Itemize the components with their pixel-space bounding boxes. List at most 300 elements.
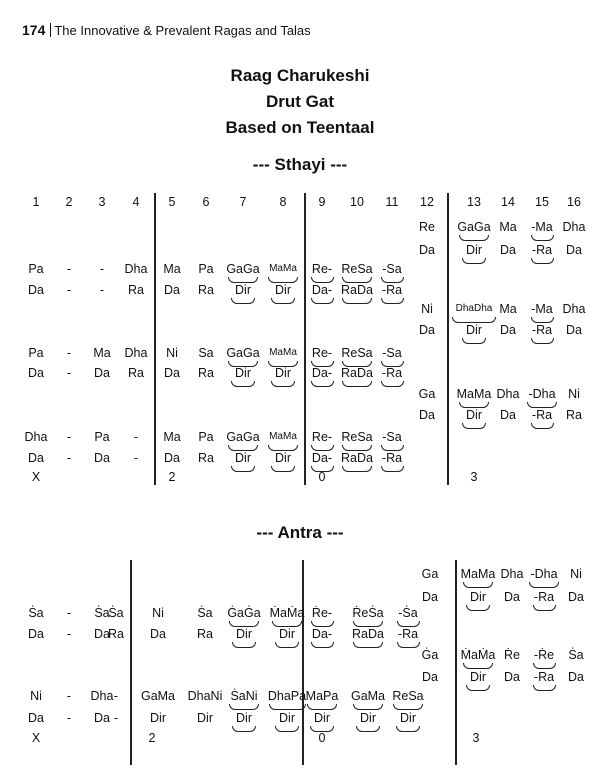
notation-text: ṀaṀa	[269, 606, 305, 620]
notation-text: Dha	[500, 567, 524, 581]
notation-cell	[552, 195, 596, 209]
notation-cell	[554, 648, 598, 662]
meend-arc	[342, 298, 372, 304]
notation-text: Dir	[279, 711, 295, 725]
notation-text: Da	[94, 711, 110, 725]
notation-cell	[300, 731, 344, 745]
notation-text: -	[66, 711, 72, 725]
notation-cell	[261, 366, 305, 387]
notation-cell	[405, 220, 449, 234]
vibhag-line	[447, 193, 449, 485]
notation-cell	[94, 711, 138, 725]
notation-text: Ṡa	[108, 606, 124, 620]
meend-arc	[531, 235, 554, 241]
notation-text: ReSa	[341, 430, 373, 444]
notation-text: RaDa	[341, 283, 373, 297]
notation-text: -Ra	[531, 323, 553, 337]
notation-text: Dir	[360, 711, 376, 725]
notation-text: Sa	[198, 346, 214, 360]
notation-cell	[183, 627, 227, 641]
meend-arc	[231, 298, 255, 304]
notation-text: Dha	[90, 689, 114, 703]
notation-text: GaMa	[350, 689, 386, 703]
notation-cell	[452, 470, 496, 484]
notation-text: Da	[164, 451, 180, 465]
meend-arc	[466, 605, 490, 611]
meend-arc	[529, 582, 559, 588]
notation-text: Da	[419, 323, 435, 337]
notation-text: Da	[150, 627, 166, 641]
meend-arc	[356, 726, 380, 732]
notation-text: Ni	[166, 346, 178, 360]
notation-text: Ra	[108, 627, 124, 641]
notation-text: MaMa	[269, 431, 297, 442]
sthayi-heading: --- Sthayi ---	[252, 155, 348, 174]
notation-text: 11	[385, 195, 399, 209]
notation-cell	[222, 627, 266, 648]
notation-text: Dha	[496, 387, 520, 401]
notation-cell	[554, 567, 598, 581]
notation-cell	[130, 731, 174, 745]
notation-text: Da-	[311, 283, 333, 297]
notation-text: MaMa	[269, 347, 297, 358]
notation-cell	[386, 689, 430, 710]
notation-text: -	[66, 346, 72, 360]
notation-text: RaDa	[341, 366, 373, 380]
notation-cell	[370, 283, 414, 304]
notation-text: -Dha	[530, 567, 558, 581]
meend-arc	[271, 466, 295, 472]
antra-heading: --- Antra ---	[256, 523, 344, 542]
meend-arc	[462, 258, 486, 264]
notation-text: Ni	[30, 689, 42, 703]
notation-cell	[370, 366, 414, 387]
notation-text: Ṙe-	[311, 606, 333, 620]
notation-text: -	[133, 451, 139, 465]
notation-text: Re	[419, 220, 435, 234]
meend-arc	[531, 338, 554, 344]
book-title: The Innovative & Prevalent Ragas and Talas	[54, 23, 311, 38]
notation-text: Ni	[570, 567, 582, 581]
meend-arc	[531, 423, 554, 429]
page-number: 174	[22, 22, 46, 38]
gat-title: Drut Gat	[266, 92, 334, 111]
notation-cell	[552, 243, 596, 257]
meend-arc	[342, 466, 372, 472]
notation-text: Ra	[128, 366, 144, 380]
notation-text: MaMa	[456, 387, 492, 401]
notation-cell	[408, 567, 452, 581]
notation-text: GaGa	[457, 220, 491, 234]
notation-text: Ga	[421, 567, 439, 581]
notation-text: Dir	[470, 590, 486, 604]
notation-text: Da-	[311, 627, 333, 641]
notation-text: Da	[419, 243, 435, 257]
notation-text: MaMa	[269, 263, 297, 274]
header-divider	[50, 23, 51, 37]
notation-cell	[346, 606, 390, 627]
notation-text: Da	[28, 366, 44, 380]
notation-cell	[261, 346, 305, 367]
notation-text: Ni	[568, 387, 580, 401]
notation-text: Ma	[163, 430, 181, 444]
notation-text: Ġa	[421, 648, 439, 662]
notation-cell	[408, 670, 452, 684]
notation-text: Ra	[566, 408, 582, 422]
notation-text: 1	[32, 195, 40, 209]
notation-text: Da-	[311, 366, 333, 380]
notation-text: 14	[501, 195, 515, 209]
notation-text: RaDa	[341, 451, 373, 465]
notation-cell	[94, 627, 138, 641]
meend-arc	[231, 466, 255, 472]
notation-text: Da	[566, 243, 582, 257]
notation-text: Da	[94, 451, 110, 465]
notation-cell	[94, 606, 138, 620]
notation-text: 3	[472, 731, 480, 745]
notation-cell	[136, 711, 180, 725]
meend-arc	[231, 381, 255, 387]
notation-text: -Ra	[381, 283, 403, 297]
meend-arc	[381, 466, 404, 472]
meend-arc	[466, 685, 490, 691]
notation-cell	[300, 470, 344, 484]
notation-text: -Sa	[382, 346, 402, 360]
notation-text: Ni	[421, 302, 433, 316]
notation-text: Dir	[470, 670, 486, 684]
notation-text: ṠaNi	[230, 689, 258, 703]
notation-text: Ṡa	[94, 606, 110, 620]
notation-text: -	[66, 430, 72, 444]
notation-text: -	[66, 689, 72, 703]
notation-text: Dir	[235, 283, 251, 297]
notation-cell	[386, 711, 430, 732]
notation-text: 0	[318, 731, 326, 745]
notation-text: Ga	[418, 387, 436, 401]
notation-text: 6	[202, 195, 210, 209]
meend-arc	[462, 338, 486, 344]
notation-cell	[554, 590, 598, 604]
notation-cell	[370, 451, 414, 472]
notation-text: Da	[500, 243, 516, 257]
notation-cell	[386, 606, 430, 627]
notation-text: Dir	[314, 711, 330, 725]
taal-title: Based on Teentaal	[225, 118, 375, 137]
notation-text: Dir	[235, 366, 251, 380]
notation-text: GaGa	[226, 262, 260, 276]
meend-arc	[229, 704, 259, 710]
meend-arc	[533, 663, 556, 669]
meend-arc	[462, 423, 486, 429]
notation-text: -	[113, 689, 119, 703]
notation-cell	[346, 711, 390, 732]
notation-text: Dir	[275, 283, 291, 297]
notation-text: Dir	[235, 451, 251, 465]
notation-text: Ma	[499, 220, 517, 234]
notation-text: Dir	[275, 366, 291, 380]
notation-text: ĠaĠa	[227, 606, 261, 620]
notation-cell	[405, 195, 449, 209]
raag-title: Raag Charukeshi	[230, 66, 370, 85]
notation-text: Pa	[198, 430, 214, 444]
notation-text: Ma	[93, 346, 111, 360]
notation-cell	[261, 262, 305, 283]
notation-cell	[300, 606, 344, 627]
meend-arc	[311, 381, 334, 387]
meend-arc	[463, 663, 493, 669]
notation-cell	[14, 731, 58, 745]
notation-cell	[221, 346, 265, 367]
notation-cell	[221, 366, 265, 387]
notation-text: -	[99, 262, 105, 276]
notation-text: -	[113, 711, 119, 725]
meend-arc	[381, 298, 404, 304]
notation-cell	[554, 670, 598, 684]
notation-text: 10	[350, 195, 364, 209]
notation-cell	[370, 262, 414, 283]
notation-text: Da	[422, 590, 438, 604]
notation-text: -	[66, 262, 72, 276]
notation-text: MaMa	[460, 567, 496, 581]
notation-text: Da	[164, 366, 180, 380]
notation-cell	[222, 689, 266, 710]
meend-arc	[232, 642, 256, 648]
notation-text: DhaPa	[267, 689, 307, 703]
notation-text: -Ṡa	[398, 606, 418, 620]
notation-text: -	[66, 283, 72, 297]
notation-text: Ma	[499, 302, 517, 316]
notation-text: Re-	[311, 262, 333, 276]
notation-text: Ma	[163, 262, 181, 276]
notation-text: -Ra	[531, 408, 553, 422]
notation-text: 2	[168, 470, 176, 484]
notation-text: -	[99, 283, 105, 297]
notation-text: Dha	[562, 302, 586, 316]
notation-text: 0	[318, 470, 326, 484]
notation-cell	[300, 689, 344, 710]
notation-text: Ra	[128, 283, 144, 297]
notation-text: ReSa	[341, 262, 373, 276]
notation-text: DhaDha	[455, 303, 493, 314]
notation-text: -Ma	[531, 220, 553, 234]
notation-text: Dir	[150, 711, 166, 725]
notation-cell	[222, 606, 266, 627]
notation-text: ṀaṀa	[460, 648, 496, 662]
notation-text: 2	[65, 195, 73, 209]
notation-text: ṘeṠa	[352, 606, 384, 620]
notation-text: Da	[28, 283, 44, 297]
notation-cell	[221, 451, 265, 472]
notation-text: -Ra	[381, 366, 403, 380]
notation-cell	[552, 220, 596, 234]
notation-text: 9	[318, 195, 326, 209]
notation-text: Dha	[24, 430, 48, 444]
notation-text: Da	[28, 711, 44, 725]
notation-text: 13	[467, 195, 481, 209]
notation-cell	[221, 195, 265, 209]
notation-text: MaPa	[305, 689, 339, 703]
notation-text: -	[66, 627, 72, 641]
notation-text: Da	[504, 670, 520, 684]
notation-text: Ṡa	[568, 648, 584, 662]
notation-text: Dha	[124, 262, 148, 276]
meend-arc	[533, 685, 556, 691]
notation-text: GaGa	[226, 430, 260, 444]
meend-arc	[531, 258, 554, 264]
notation-cell	[552, 387, 596, 401]
notation-text: -Ra	[381, 451, 403, 465]
meend-arc	[311, 642, 334, 648]
notation-text: Ra	[198, 451, 214, 465]
meend-arc	[275, 726, 299, 732]
notation-text: Re-	[311, 430, 333, 444]
meend-arc	[275, 642, 299, 648]
notation-text: RaDa	[352, 627, 384, 641]
notation-text: Dir	[236, 711, 252, 725]
notation-cell	[221, 430, 265, 451]
notation-cell	[136, 627, 180, 641]
notation-text: -Ra	[533, 670, 555, 684]
notation-text: Ra	[198, 283, 214, 297]
notation-text: Dir	[279, 627, 295, 641]
notation-text: GaGa	[226, 346, 260, 360]
notation-cell	[405, 323, 449, 337]
notation-text: Da	[94, 627, 110, 641]
meend-arc	[459, 235, 489, 241]
notation-text: -Ra	[397, 627, 419, 641]
notation-text: -Sa	[382, 262, 402, 276]
notation-cell	[222, 711, 266, 732]
notation-text: 15	[535, 195, 549, 209]
notation-text: Dha	[562, 220, 586, 234]
meend-arc	[353, 704, 383, 710]
notation-text: X	[31, 470, 41, 484]
meend-arc	[353, 642, 383, 648]
notation-text: 3	[470, 470, 478, 484]
notation-text: Dir	[400, 711, 416, 725]
notation-text: Da	[28, 627, 44, 641]
notation-text: -Sa	[382, 430, 402, 444]
notation-text: 8	[279, 195, 287, 209]
notation-cell	[261, 283, 305, 304]
meend-arc	[342, 381, 372, 387]
notation-text: -Ra	[533, 590, 555, 604]
notation-cell	[183, 711, 227, 725]
meend-arc	[271, 298, 295, 304]
notation-text: Pa	[198, 262, 214, 276]
notation-text: Re-	[311, 346, 333, 360]
notation-cell	[454, 731, 498, 745]
notation-text: -Ra	[531, 243, 553, 257]
meend-arc	[393, 704, 423, 710]
notation-text: Dir	[236, 627, 252, 641]
notation-text: Ṡa	[197, 606, 213, 620]
notation-cell	[14, 470, 58, 484]
notation-text: 3	[98, 195, 106, 209]
notation-text: Da	[504, 590, 520, 604]
notation-cell	[94, 689, 138, 703]
notation-cell	[346, 627, 390, 648]
notation-cell	[221, 283, 265, 304]
notation-text: Da	[94, 366, 110, 380]
notation-text: Da	[419, 408, 435, 422]
notation-text: Pa	[28, 262, 44, 276]
meend-arc	[381, 381, 404, 387]
notation-text: Da	[422, 670, 438, 684]
notation-text: Dir	[197, 711, 213, 725]
notation-text: 2	[148, 731, 156, 745]
notation-text: Pa	[28, 346, 44, 360]
meend-arc	[311, 298, 334, 304]
notation-text: Dir	[466, 408, 482, 422]
notation-text: Ni	[152, 606, 164, 620]
notation-text: -Dha	[528, 387, 556, 401]
notation-text: -	[66, 451, 72, 465]
notation-text: DhaNi	[187, 689, 223, 703]
notation-text: Da	[500, 323, 516, 337]
notation-text: Ra	[197, 627, 213, 641]
notation-text: ReSa	[341, 346, 373, 360]
notation-cell	[552, 302, 596, 316]
meend-arc	[271, 381, 295, 387]
page-header	[22, 22, 311, 38]
notation-text: Ṡa	[28, 606, 44, 620]
notation-text: Da	[28, 451, 44, 465]
notation-text: -	[133, 430, 139, 444]
notation-text: ReSa	[392, 689, 424, 703]
notation-cell	[386, 627, 430, 648]
notation-text: Da	[500, 408, 516, 422]
notation-text: GaMa	[140, 689, 176, 703]
notation-cell	[405, 408, 449, 422]
notation-cell	[408, 590, 452, 604]
meend-arc	[533, 605, 556, 611]
notation-text: Da	[164, 283, 180, 297]
meend-arc	[307, 704, 337, 710]
notation-text: Da	[568, 590, 584, 604]
notation-text: Da	[568, 670, 584, 684]
notation-cell	[136, 606, 180, 620]
notation-text: 12	[420, 195, 434, 209]
notation-text: Ra	[198, 366, 214, 380]
meend-arc	[463, 582, 493, 588]
notation-cell	[405, 243, 449, 257]
notation-cell	[183, 689, 227, 703]
notation-text: Dir	[466, 243, 482, 257]
notation-text: Dha	[124, 346, 148, 360]
meend-arc	[396, 726, 420, 732]
notation-cell	[261, 430, 305, 451]
notation-cell	[552, 408, 596, 422]
notation-cell	[405, 302, 449, 316]
notation-text: 4	[132, 195, 140, 209]
notation-cell	[221, 262, 265, 283]
notation-cell	[405, 387, 449, 401]
notation-text: Ṙe	[504, 648, 520, 662]
notation-cell	[300, 711, 344, 732]
notation-text: Pa	[94, 430, 110, 444]
notation-text: -Ma	[531, 302, 553, 316]
notation-cell	[136, 689, 180, 703]
notation-cell	[300, 627, 344, 648]
notation-cell	[261, 451, 305, 472]
notation-text: -	[66, 606, 72, 620]
notation-text: -Ṙe	[533, 648, 555, 662]
notation-cell	[370, 430, 414, 451]
notation-cell	[261, 195, 305, 209]
meend-arc	[232, 726, 256, 732]
notation-cell	[370, 346, 414, 367]
